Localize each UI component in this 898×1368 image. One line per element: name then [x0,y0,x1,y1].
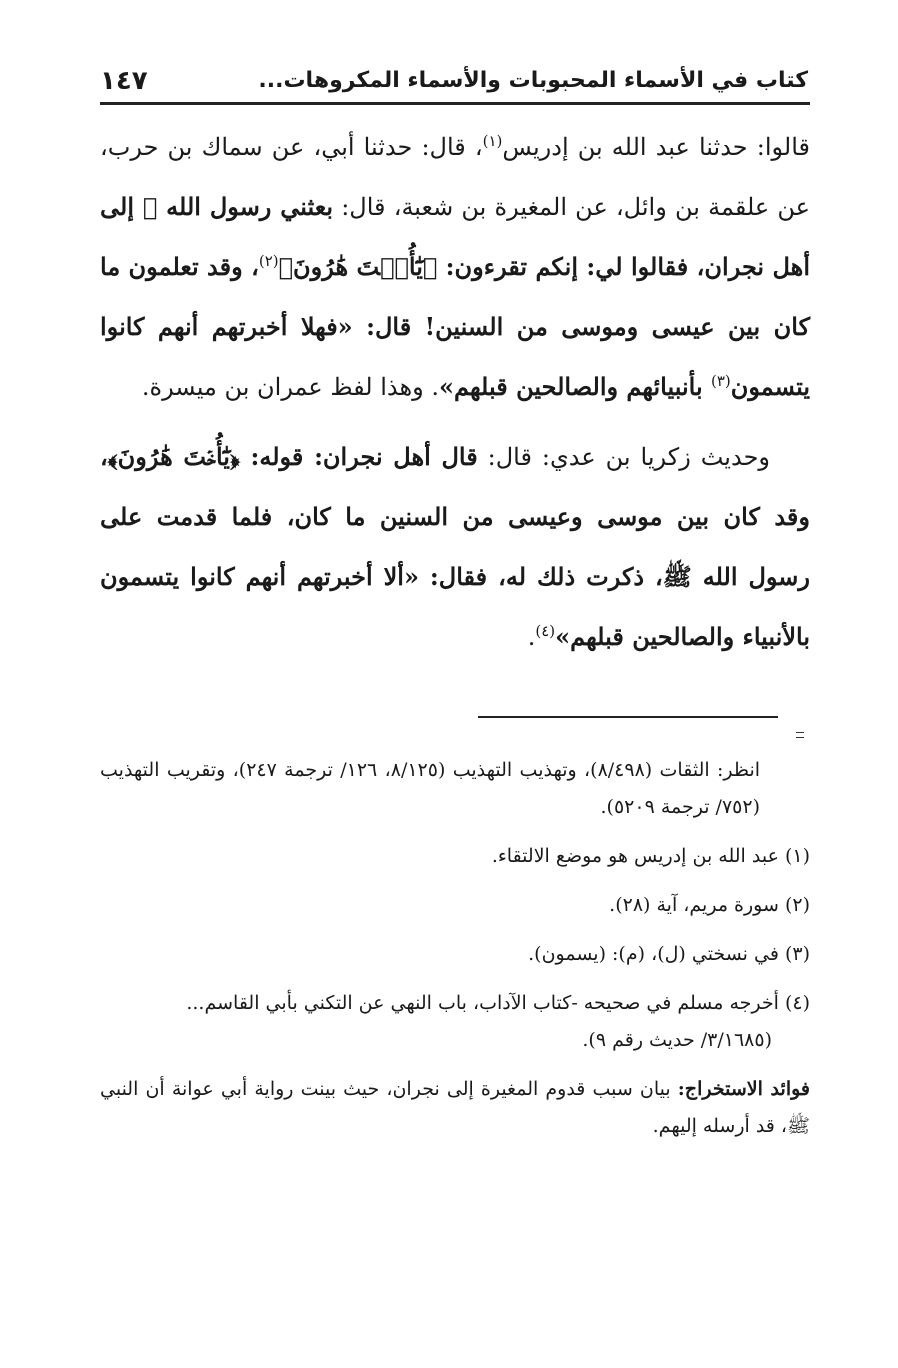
p1-hadith-text-end: بأنبيائهم والصالحين قبلهم» [439,372,711,401]
p2-hadith-text: قال أهل نجران: قوله: ﴿يَٰٓأُخۡتَ هَٰرُونَ﴾، وقد كان بين موسى وعيسى من السنين ما كان، فلما قدمت على رسول الله ﷺ، ذكرت ذلك له، فقال: «ألا أخبرتهم أنهم كانوا يتسمون بالأنبياء والصالحين قبلهم» [100,442,810,651]
running-header [100,62,808,102]
footnotes [100,752,810,1157]
footnote-4 [100,985,810,1059]
p2-segment-end: . [527,623,536,651]
footnote-ref-4: (٤) [535,622,556,640]
paragraph-2 [100,427,810,667]
footnote-ref-1: (١) [482,132,503,150]
footnote-2: (٢) سورة مريم، آية (٢٨). [609,894,810,916]
extraction-benefits [100,1071,810,1145]
p1-hadith-text-cont: ، وقد تعلمون ما كان بين عيسى وموسى من السنين! قال: «فهلا أخبرتهم أنهم كانوا يتسمون [100,252,810,401]
footnote-1: (١) عبد الله بن إدريس هو موضع الالتقاء. [491,845,810,867]
footnote-4-line-1: (٤) أخرجه مسلم في صحيحه -كتاب الآداب، باب النهي عن التكني بأبي القاسم... [186,992,810,1014]
p1-hadith-text: بعثني رسول الله ﷺ إلى أهل نجران، فقالوا لي: إنكم تقرءون: ﴿يَٰٓأُخۡتَ هَٰرُونَ﴾ [100,192,810,281]
extraction-benefits-text: بيان سبب قدوم المغيرة إلى نجران، حيث بينت رواية أبي عوانة أن النبي ﷺ، قد أرسله إليهم. [100,1078,810,1137]
footnote-3: (٣) في نسختي (ل)، (م): (يسمون). [528,943,810,965]
p1-segment-end: . وهذا لفظ عمران بن ميسرة. [141,373,440,401]
footnote-ref-2: (٢) [258,252,279,270]
header-rule [100,102,810,105]
footnote-continued: انظر: الثقات (٨/٤٩٨)، وتهذيب التهذيب (٨/١٢٥، ١٢٦/ ترجمة ٢٤٧)، وتقريب التهذيب (٧٥٢/ ترجمة ٥٢٠٩). [100,759,761,818]
running-header-title: كتاب في الأسماء المحبوبات والأسماء المكروهات... [258,68,808,93]
extraction-benefits-label: فوائد الاستخراج: [677,1078,810,1100]
paragraph-1 [100,118,810,417]
footnote-4-line-2: (٣/١٦٨٥/ حديث رقم ٩). [582,1029,772,1051]
continuation-mark [796,732,804,738]
footnote-separator [478,716,778,718]
main-text [100,118,810,667]
p1-segment-2: ، قال: حدثنا أبي، عن سماك بن حرب، عن علقمة بن وائل، عن المغيرة بن شعبة، قال: [100,133,810,221]
p1-segment-1: قالوا: حدثنا عبد الله بن إدريس [502,133,810,161]
page-number: ١٤٧ [100,66,148,96]
footnote-ref-3: (٣) [710,372,731,390]
p2-segment-1: وحديث زكريا بن عدي: قال: [477,443,770,471]
